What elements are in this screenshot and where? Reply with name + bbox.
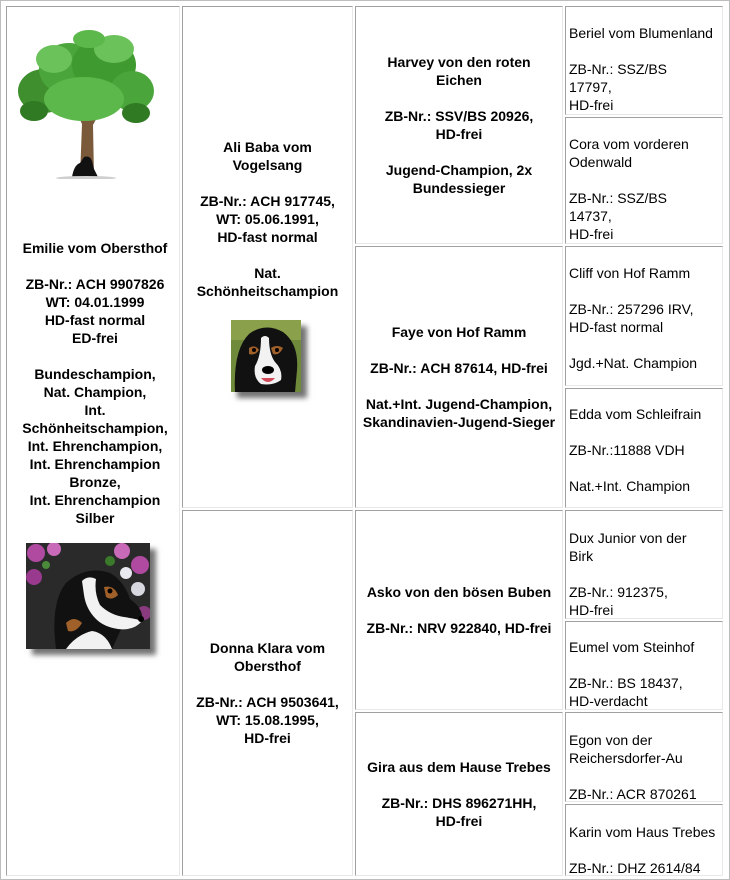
dog-title: Bronze, <box>69 474 121 490</box>
dam-name: Donna Klara vom <box>209 640 326 656</box>
great-grandparent-cell <box>565 621 723 710</box>
ggp-line: 17797, <box>569 79 612 95</box>
ggp-line <box>569 423 720 441</box>
sire-title: Schönheitschampion <box>196 283 339 299</box>
sire-reg: WT: 05.06.1991, <box>216 211 319 227</box>
ggp-line: HD-frei <box>569 602 614 618</box>
ggp-line: HD-frei <box>569 226 614 242</box>
sire-name: Vogelsang <box>232 157 303 173</box>
dog-name: Emilie vom Obersthof <box>22 240 168 256</box>
grandparent-reg: ZB-Nr.: NRV 922840, HD-frei <box>366 620 552 636</box>
dog-info <box>7 239 183 527</box>
dog-title: Silber <box>75 510 115 526</box>
ggp-line: Reichersdorfer-Au <box>569 750 683 766</box>
ggp-line: Jgd.+Nat. Champion <box>569 355 698 371</box>
grandparent-reg: ZB-Nr.: SSV/BS 20926, <box>384 108 534 124</box>
ggp-line: ZB-Nr.: 257296 IRV, <box>569 301 694 317</box>
ggp-line <box>569 656 720 674</box>
granddam-maternal-cell <box>355 712 563 876</box>
great-grandparent-cell <box>565 6 723 115</box>
ggp-line <box>569 282 720 300</box>
grandparent-name: Asko von den bösen Buben <box>366 584 552 600</box>
ggp-line: Cora vom vorderen <box>569 136 689 152</box>
grandparent-name: Gira aus dem Hause Trebes <box>367 759 551 775</box>
ggp-line <box>569 459 720 477</box>
dam-name: Obersthof <box>234 658 301 674</box>
grandparent-name: Harvey von den roten <box>387 54 531 70</box>
grandsire-paternal-cell <box>355 6 563 244</box>
ggp-line: HD-verdacht <box>569 693 648 709</box>
dog-title: Bundeschampion, <box>34 366 156 382</box>
sire-reg: HD-fast normal <box>217 229 318 245</box>
grandparent-name: Eichen <box>436 72 482 88</box>
ggp-line <box>569 565 720 583</box>
ggp-line: ZB-Nr.: 912375, <box>569 584 668 600</box>
granddam-paternal-cell <box>355 246 563 508</box>
ggp-line: Birk <box>569 548 594 564</box>
ggp-line: Nat.+Int. Champion <box>569 478 691 494</box>
dam-cell <box>182 510 353 876</box>
great-grandparent-cell <box>565 804 723 876</box>
great-grandparent-cell <box>565 712 723 802</box>
dog-ed: ED-frei <box>72 330 118 346</box>
grandparent-reg: HD-frei <box>435 126 483 142</box>
ggp-line <box>569 336 720 354</box>
dog-title: Nat. Champion, <box>43 384 147 400</box>
ggp-line: Beriel vom Blumenland <box>569 25 713 41</box>
tree-logo-icon <box>14 29 156 179</box>
sire-photo <box>231 320 301 392</box>
dog-reg: ZB-Nr.: ACH 9907826 <box>25 276 165 292</box>
ggp-line <box>569 171 720 189</box>
grandparent-title: Nat.+Int. Jugend-Champion, <box>365 396 553 412</box>
ggp-line <box>569 841 720 859</box>
dog-hd: HD-fast normal <box>44 312 146 328</box>
ggp-line: HD-frei <box>569 97 614 113</box>
dam-reg: ZB-Nr.: ACH 9503641, <box>196 694 339 710</box>
grandparent-reg: HD-frei <box>435 813 483 829</box>
great-grandparent-cell <box>565 510 723 619</box>
ggp-line: Dux Junior von der <box>569 530 687 546</box>
ggp-line: ZB-Nr.: ACR 870261 <box>569 786 697 802</box>
dog-birth: WT: 04.01.1999 <box>45 294 145 310</box>
great-grandparent-cell <box>565 246 723 386</box>
sire-title: Nat. <box>254 265 281 281</box>
ggp-line: HD-fast normal <box>569 319 664 335</box>
sire-reg: ZB-Nr.: ACH 917745, <box>200 193 335 209</box>
ggp-line: 14737, <box>569 208 612 224</box>
great-grandparent-cell <box>565 117 723 244</box>
ggp-line: Egon von der <box>569 732 653 748</box>
dog-title: Int. Ehrenchampion <box>29 456 161 472</box>
ggp-line: ZB-Nr.:11888 VDH <box>569 442 685 458</box>
dog-title: Schönheitschampion, <box>22 420 168 436</box>
grandparent-title: Jugend-Champion, 2x <box>385 162 533 178</box>
ggp-line: Eumel vom Steinhof <box>569 639 695 655</box>
great-grandparent-cell <box>565 388 723 508</box>
ggp-line: ZB-Nr.: SSZ/BS <box>569 190 668 206</box>
ggp-line: Edda vom Schleifrain <box>569 406 702 422</box>
ggp-line: Odenwald <box>569 154 633 170</box>
dam-reg: WT: 15.08.1995, <box>216 712 319 728</box>
grandparent-title: Skandinavien-Jugend-Sieger <box>362 414 556 430</box>
ggp-line: Karin vom Haus Trebes <box>569 824 716 840</box>
ggp-line: Cliff von Hof Ramm <box>569 265 691 281</box>
grandparent-name: Faye von Hof Ramm <box>391 324 527 340</box>
ggp-line: ZB-Nr.: SSZ/BS <box>569 61 668 77</box>
dog-cell <box>6 6 180 876</box>
ggp-line: ZB-Nr.: BS 18437, <box>569 675 683 691</box>
ggp-line: ZB-Nr.: DHZ 2614/84 <box>569 860 701 876</box>
ggp-line <box>569 42 720 60</box>
dog-title: Int. <box>84 402 106 418</box>
grandparent-title: Bundessieger <box>412 180 506 196</box>
sire-name: Ali Baba vom <box>223 139 312 155</box>
dam-reg: HD-frei <box>244 730 291 746</box>
grandparent-reg: ZB-Nr.: DHS 896271HH, <box>381 795 537 811</box>
dog-title: Int. Ehrenchampion, <box>27 438 163 454</box>
sire-cell <box>182 6 353 508</box>
ggp-line <box>569 767 720 785</box>
dog-photo <box>26 543 150 649</box>
dog-title: Int. Ehrenchampion <box>29 492 161 508</box>
grandsire-maternal-cell <box>355 510 563 710</box>
grandparent-reg: ZB-Nr.: ACH 87614, HD-frei <box>370 360 548 376</box>
